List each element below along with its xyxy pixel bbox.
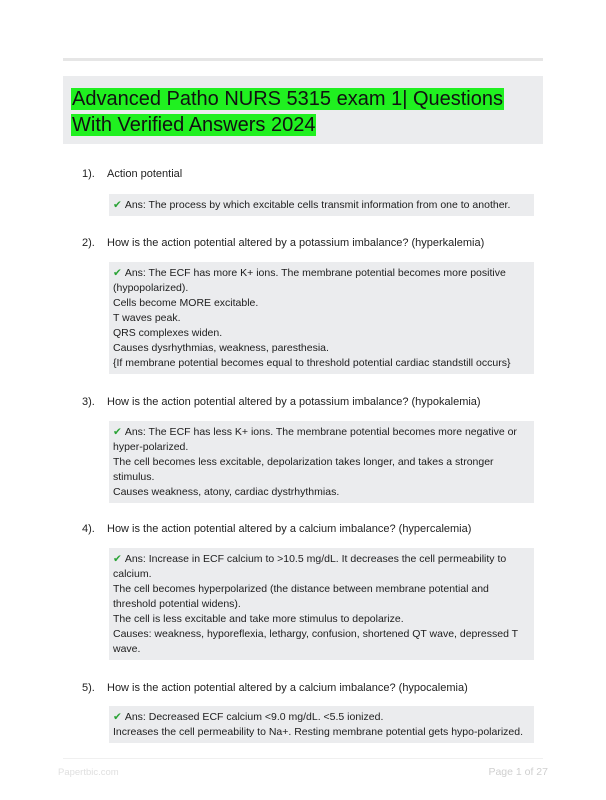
check-icon: ✔ xyxy=(113,267,122,279)
footer-watermark: Papertbic.com xyxy=(58,767,119,778)
footer-divider xyxy=(63,758,543,759)
title-line-2: With Verified Answers 2024 xyxy=(72,114,316,136)
answer-line: ✔ Ans: The process by which excitable cells transmit information from one to another. xyxy=(113,199,511,211)
question-number: 2). xyxy=(82,237,95,249)
question-number: 3). xyxy=(82,396,95,408)
answer-line: The cell is less excitable and take more stimulus to depolarize. xyxy=(113,613,404,625)
check-icon: ✔ xyxy=(113,711,122,723)
question-text: How is the action potential altered by a calcium imbalance? (hypocalemia) xyxy=(107,682,468,694)
page-number: Page 1 of 27 xyxy=(488,766,548,778)
answer-line: The cell becomes hyperpolarized (the distance between membrane potential and xyxy=(113,583,489,595)
answer-line: Causes dysrhythmias, weakness, paresthesia. xyxy=(113,342,329,354)
check-icon: ✔ xyxy=(113,426,122,438)
question-number: 5). xyxy=(82,682,95,694)
question-text: Action potential xyxy=(107,168,183,180)
answer-line: (hypopolarized). xyxy=(113,282,189,294)
answer-line: threshold potential widens). xyxy=(113,598,241,610)
answer-line: stimulus. xyxy=(113,471,155,483)
answer-line: wave. xyxy=(113,643,141,655)
top-divider xyxy=(63,58,543,61)
question-number: 1). xyxy=(82,168,95,180)
answer-line: Causes weakness, atony, cardiac dystrhythmias. xyxy=(113,486,340,498)
answer-box-2 xyxy=(109,262,534,374)
question-number: 4). xyxy=(82,523,95,535)
answer-box-4 xyxy=(109,548,534,660)
answer-box-5 xyxy=(109,706,534,743)
answer-line: ✔ Ans: The ECF has less K+ ions. The membrane potential becomes more negative or xyxy=(113,426,517,438)
answer-box-3 xyxy=(109,421,534,503)
answer-line: Cells become MORE excitable. xyxy=(113,297,259,309)
answer-line: QRS complexes widen. xyxy=(113,327,223,339)
question-text: How is the action potential altered by a potassium imbalance? (hyperkalemia) xyxy=(107,237,485,249)
answer-line: ✔ Ans: Decreased ECF calcium <9.0 mg/dL. <5.5 ionized. xyxy=(113,711,384,723)
check-icon: ✔ xyxy=(113,199,122,211)
answer-box-1 xyxy=(109,194,534,216)
question-text: How is the action potential altered by a potassium imbalance? (hypokalemia) xyxy=(107,396,481,408)
page-title xyxy=(71,86,541,138)
title-line-1: Advanced Patho NURS 5315 exam 1| Questions xyxy=(72,88,503,110)
answer-line: hyper-polarized. xyxy=(113,441,189,453)
answer-line: T waves peak. xyxy=(113,312,181,324)
question-text: How is the action potential altered by a calcium imbalance? (hypercalemia) xyxy=(107,523,472,535)
answer-line: ✔ Ans: The ECF has more K+ ions. The membrane potential becomes more positive xyxy=(113,267,506,279)
title-banner xyxy=(63,76,543,144)
check-icon: ✔ xyxy=(113,553,122,565)
answer-line: calcium. xyxy=(113,568,152,580)
answer-line: ✔ Ans: Increase in ECF calcium to >10.5 mg/dL. It decreases the cell permeability to xyxy=(113,553,507,565)
answer-line: The cell becomes less excitable, depolarization takes longer, and takes a stronger xyxy=(113,456,494,468)
answer-line: Increases the cell permeability to Na+. Resting membrane potential gets hypo-polarized. xyxy=(113,726,524,738)
answer-line: {If membrane potential becomes equal to threshold potential cardiac standstill occurs} xyxy=(113,357,511,369)
answer-line: Causes: weakness, hyporeflexia, lethargy, confusion, shortened QT wave, depressed T xyxy=(113,628,519,640)
